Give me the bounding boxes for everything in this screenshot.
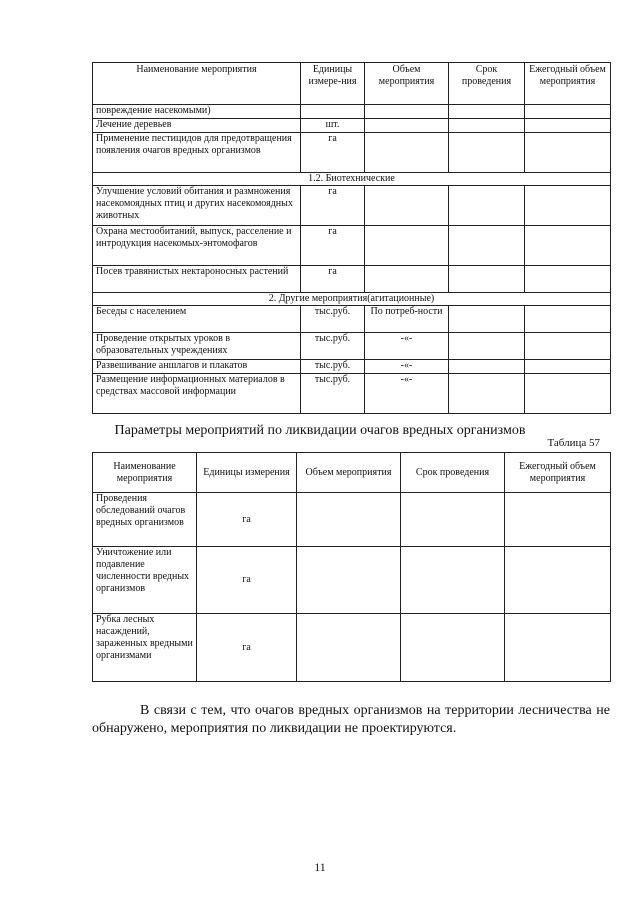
table-row [93, 266, 611, 293]
cell: га [197, 547, 297, 614]
table-row [93, 614, 611, 682]
cell: га [197, 493, 297, 547]
section-row [93, 173, 611, 186]
page-number: 11 [314, 860, 326, 874]
section-title: 2. Другие мероприятия(агитационные) [93, 293, 611, 306]
measures-table [92, 62, 611, 414]
cell [449, 119, 525, 133]
cell [365, 186, 449, 226]
header-cell: Ежегодный объем мероприятия [505, 453, 611, 493]
cell [365, 266, 449, 293]
cell [301, 105, 365, 119]
cell [505, 547, 611, 614]
cell: повреждение насекомыми) [93, 105, 301, 119]
header-cell: Единицы измере-ния [301, 63, 365, 105]
header-cell: Срок проведения [449, 63, 525, 105]
section-title: 1.2. Биотехнические [93, 173, 611, 186]
liquidation-table [92, 452, 611, 682]
cell [365, 119, 449, 133]
cell: тыс.руб. [301, 306, 365, 333]
table-row [93, 186, 611, 226]
table-row [93, 119, 611, 133]
cell: га [301, 133, 365, 173]
table-row [93, 333, 611, 360]
header-cell: Объем мероприятия [297, 453, 401, 493]
cell [525, 374, 611, 414]
cell [401, 614, 505, 682]
cell [365, 133, 449, 173]
cell: шт. [301, 119, 365, 133]
cell: тыс.руб. [301, 360, 365, 374]
cell [525, 119, 611, 133]
table-row [93, 226, 611, 266]
table-number: Таблица 57 [547, 437, 600, 449]
cell: Рубка лесных насаждений, зараженных вредными организмами [93, 614, 197, 682]
cell [449, 226, 525, 266]
cell: Проведения обследований очагов вредных организмов [93, 493, 197, 547]
section-row [93, 293, 611, 306]
cell: Беседы с населением [93, 306, 301, 333]
cell: Проведение открытых уроков в образовательных учреждениях [93, 333, 301, 360]
cell [525, 105, 611, 119]
table-row [93, 360, 611, 374]
cell [449, 360, 525, 374]
header-cell: Единицы измерения [197, 453, 297, 493]
cell: га [301, 266, 365, 293]
cell: -«- [365, 360, 449, 374]
header-cell: Срок проведения [401, 453, 505, 493]
header-cell: Объем мероприятия [365, 63, 449, 105]
header-cell: Наименование мероприятия [93, 453, 197, 493]
cell [449, 266, 525, 293]
table-row [93, 374, 611, 414]
cell [401, 493, 505, 547]
cell [505, 493, 611, 547]
cell [525, 266, 611, 293]
cell: Улучшение условий обитания и размножения насекомоядных птиц и других насекомоядных животных [93, 186, 301, 226]
cell [449, 105, 525, 119]
conclusion-paragraph: В связи с тем, что очагов вредных организмов на территории лесничества не обнаружено, мероприятия по ликвидации не проектируются. [92, 703, 610, 736]
cell [297, 547, 401, 614]
cell: га [301, 226, 365, 266]
cell [525, 226, 611, 266]
cell: Посев травянистых нектароносных растений [93, 266, 301, 293]
cell: По потреб-ности [365, 306, 449, 333]
cell: Размещение информационных материалов в средствах массовой информации [93, 374, 301, 414]
cell: -«- [365, 374, 449, 414]
table-row [93, 105, 611, 119]
table-row [93, 547, 611, 614]
cell [401, 547, 505, 614]
header-cell: Наименование мероприятия [93, 63, 301, 105]
cell: га [301, 186, 365, 226]
table-title: Параметры мероприятий по ликвидации очагов вредных организмов [114, 423, 526, 438]
cell [365, 105, 449, 119]
cell: Развешивание аншлагов и плакатов [93, 360, 301, 374]
table-header-row [93, 453, 611, 493]
cell [449, 306, 525, 333]
cell [525, 133, 611, 173]
header-cell: Ежегодный объем мероприятия [525, 63, 611, 105]
cell: тыс.руб. [301, 374, 365, 414]
cell: га [197, 614, 297, 682]
table-row [93, 133, 611, 173]
cell [449, 333, 525, 360]
cell: Лечение деревьев [93, 119, 301, 133]
cell: Уничтожение или подавление численности вредных организмов [93, 547, 197, 614]
cell: Применение пестицидов для предотвращения появления очагов вредных организмов [93, 133, 301, 173]
cell [449, 133, 525, 173]
table-row [93, 306, 611, 333]
cell [525, 186, 611, 226]
cell [365, 226, 449, 266]
cell [449, 186, 525, 226]
cell [525, 306, 611, 333]
cell [525, 333, 611, 360]
table-row [93, 493, 611, 547]
cell: -«- [365, 333, 449, 360]
cell [505, 614, 611, 682]
table-header-row [93, 63, 611, 105]
cell [297, 493, 401, 547]
cell: тыс.руб. [301, 333, 365, 360]
cell [525, 360, 611, 374]
cell [297, 614, 401, 682]
cell: Охрана местообитаний, выпуск, расселение и интродукция насекомых-энтомофагов [93, 226, 301, 266]
cell [449, 374, 525, 414]
